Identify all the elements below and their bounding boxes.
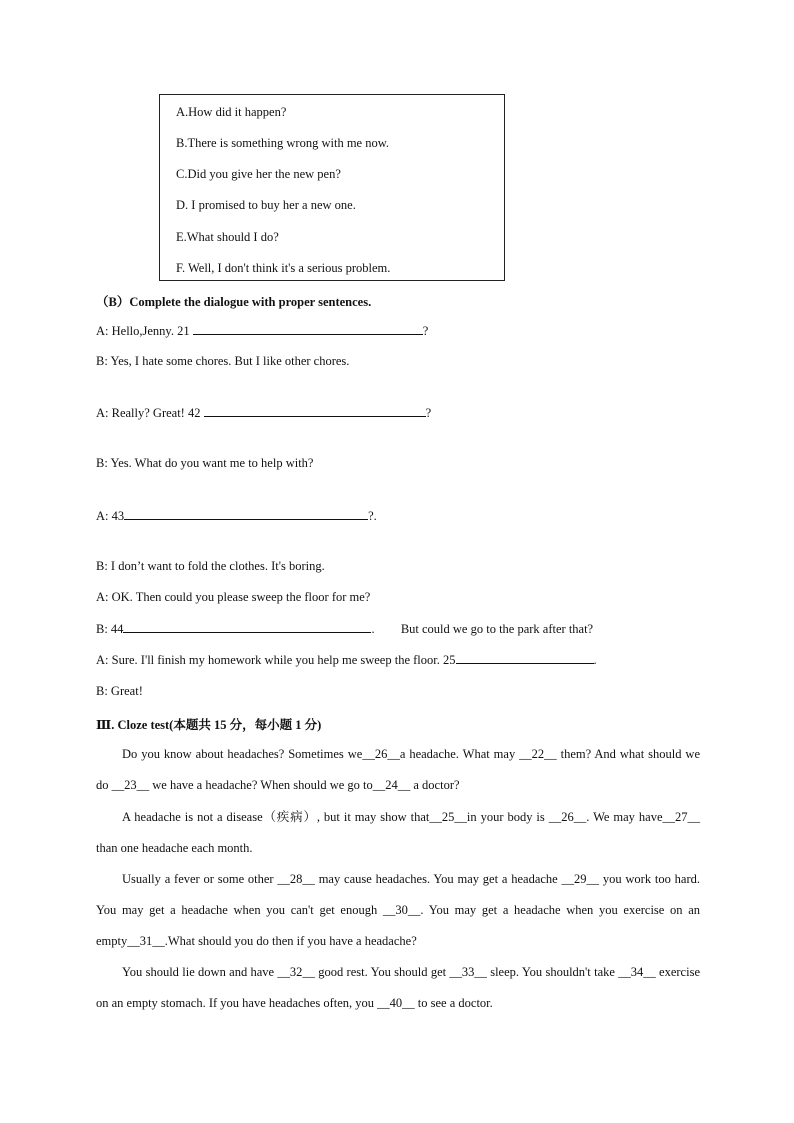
cloze-paragraph-3: Usually a fever or some other __28__ may cause headaches. You may get a headache __29__ you work too hard. You may get a headache when you can't get enough __30__. You may get a headache when you exercise on an empty__31__.What should you do then if you have a headache? [96,872,700,948]
cloze-paragraph-1: Do you know about headaches? Sometimes we__26__a headache. What may __22__ them? And what should we do __23__ we have a headache? When should we go to__24__ a doctor? [96,747,700,792]
dialogue-line-4: B: Yes. What do you want me to help with? [96,456,314,470]
section-3-title: Ⅲ. Cloze test(本题共 15 分，每小题 1 分) [96,718,322,732]
dialogue-line-2: B: Yes, I hate some chores. But I like other chores. [96,354,350,368]
dialogue-line-10: B: Great! [96,684,143,698]
dialogue-line-7: A: OK. Then could you please sweep the floor for me? [96,590,371,604]
answer-blank-44 [123,621,371,633]
answer-blank-21 [193,323,423,335]
dialogue-text: A: Hello,Jenny. 21 [96,324,190,338]
cloze-paragraph-4: You should lie down and have __32__ good rest. You should get __33__ sleep. You shouldn't take __34__ exercise on an empty stomach. If you have headaches often, you __40__ to see a doctor. [96,965,700,1010]
dialogue-text: But could we go to the park after that? [400,622,594,636]
dialogue-punct: ?. [368,509,377,523]
dialogue-line-3 [96,405,431,421]
dialogue-line-6: B: I don’t want to fold the clothes. It's boring. [96,559,325,573]
dialogue-text: A: 43 [96,509,125,523]
dialogue-punct: ? [425,406,432,420]
answer-blank-43 [124,508,368,520]
option-c: C.Did you give her the new pen? [176,167,341,181]
option-d: D. I promised to buy her a new one. [176,198,356,212]
dialogue-text: B: 44 [96,622,124,636]
option-e: E.What should I do? [176,230,279,244]
dialogue-punct: . [593,653,597,667]
answer-blank-25 [456,652,594,664]
dialogue-text: A: Really? Great! 42 [96,406,201,420]
dialogue-punct: . [371,622,375,636]
dialogue-text: A: Sure. I'll finish my homework while you help me sweep the floor. 25 [96,653,456,667]
dialogue-line-5 [96,508,377,524]
option-f: F. Well, I don't think it's a serious problem. [176,261,391,275]
cloze-paragraph-2: A headache is not a disease（疾病）, but it may show that__25__in your body is __26__. We may have__27__ than one headache each month. [96,810,700,855]
dialogue-line-1 [96,323,428,339]
option-a: A.How did it happen? [176,105,287,119]
dialogue-line-8 [96,621,593,637]
section-b-title: （B）Complete the dialogue with proper sentences. [96,295,372,309]
option-b: B.There is something wrong with me now. [176,136,390,150]
answer-blank-42 [204,405,426,417]
dialogue-line-9 [96,652,597,668]
options-box [159,94,505,281]
dialogue-punct: ? [422,324,429,338]
